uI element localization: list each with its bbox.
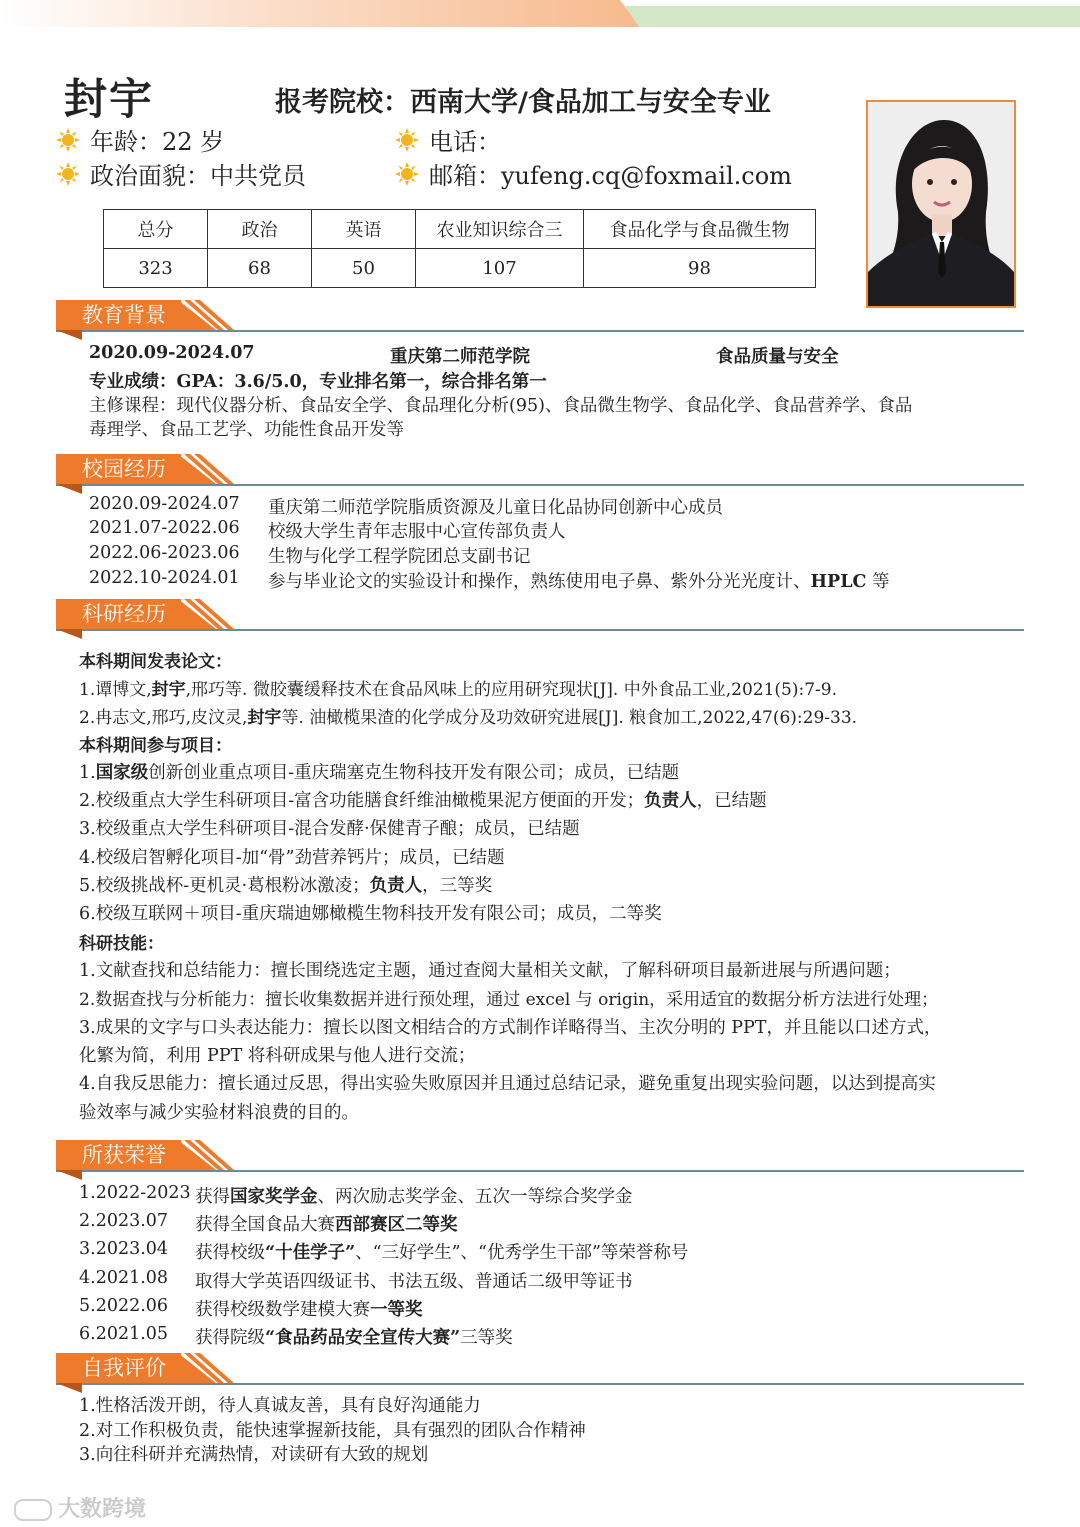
honor-text: 获得 — [195, 1187, 230, 1207]
paper-2 — [79, 703, 857, 728]
honor-item — [195, 1183, 633, 1208]
papers-title: 本科期间发表论文： — [79, 652, 232, 672]
honor-date: 6.2021.05 — [79, 1324, 169, 1344]
age-text: 年龄：22 岁 — [90, 128, 225, 156]
score-value: 107 — [416, 249, 584, 288]
campus-date: 2022.10-2024.01 — [89, 568, 240, 588]
score-header: 农业知识综合三 — [416, 210, 584, 249]
phone-text: 电话： — [429, 128, 501, 156]
section-rule — [56, 629, 1024, 631]
skill-1: 1.文献查找和总结能力：擅长围绕选定主题，通过查阅大量相关文献，了解科研项目最新进展与所遇问题； — [79, 961, 901, 981]
paper-text: ,邢巧等. 微胶囊缓释技术在食品风味上的应用研究现状[J]. 中外食品工业,2021(5):7-9. — [185, 680, 837, 700]
projects-title: 本科期间参与项目： — [79, 736, 232, 756]
honor-text: 获得校级数学建模大赛 — [195, 1300, 370, 1320]
honor-bold: “十佳学子” — [265, 1243, 356, 1263]
score-table — [103, 209, 816, 288]
self-eval-item: 1.性格活泼开朗，待人真诚友善，具有良好沟通能力 — [79, 1396, 481, 1416]
email-row — [395, 156, 792, 191]
project-6: 6.校级互联网＋项目-重庆瑞迪娜橄榄生物科技开发有限公司；成员，二等奖 — [79, 904, 662, 924]
section-header-research — [56, 599, 1024, 631]
portrait-illustration — [868, 102, 1014, 306]
project-bold: 负责人 — [369, 876, 423, 896]
section-header-honors — [56, 1140, 1024, 1172]
skill-4-line1: 4.自我反思能力：擅长通过反思，得出实验失败原因并且通过总结记录，避免重复出现实验问题，以达到提高实 — [79, 1074, 936, 1094]
paper-1 — [79, 675, 837, 700]
section-header-education — [56, 300, 1024, 332]
section-title: 所获荣誉 — [56, 1140, 181, 1170]
profile-photo — [866, 100, 1016, 308]
score-header: 英语 — [312, 210, 416, 249]
honor-item — [195, 1268, 633, 1293]
campus-desc-part: 参与毕业论文的实验设计和操作，熟练使用电子鼻、紫外分光光度计、 — [268, 572, 811, 592]
skill-2: 2.数据查找与分析能力：擅长收集数据并进行预处理，通过 excel 与 origin，采用适宜的数据分析方法进行处理； — [79, 990, 939, 1010]
project-text: 1. — [79, 763, 96, 783]
paper-text: 1.谭博文, — [79, 680, 152, 700]
honor-bold: “食品药品安全宣传大赛” — [265, 1328, 461, 1348]
project-5 — [79, 872, 492, 897]
honor-text: 三等奖 — [460, 1328, 513, 1348]
campus-desc: 校级大学生青年志服中心宣传部负责人 — [268, 522, 566, 542]
paper-text: 2.冉志文,邢巧,皮汶灵, — [79, 708, 248, 728]
project-1 — [79, 759, 679, 784]
stripe-decor — [178, 1353, 234, 1383]
campus-date: 2021.07-2022.06 — [89, 518, 240, 538]
age-row — [56, 122, 224, 157]
honor-date: 4.2021.08 — [79, 1268, 169, 1288]
score-value: 68 — [208, 249, 312, 288]
score-header-row — [104, 210, 816, 249]
section-title: 自我评价 — [56, 1353, 181, 1383]
section-rule — [56, 1383, 1024, 1385]
honor-item — [195, 1296, 423, 1321]
phone-row — [395, 122, 501, 157]
self-eval-item: 3.向往科研并充满热情，对读研有大致的规划 — [79, 1445, 429, 1465]
honor-bold: 西部赛区二等奖 — [335, 1215, 458, 1235]
skills-title: 科研技能： — [79, 934, 164, 954]
campus-desc-part: 等 — [866, 572, 890, 592]
stripe-decor — [178, 599, 234, 629]
honor-bold: 国家奖学金 — [230, 1187, 318, 1207]
project-text: 2.校级重点大学生科研项目-富含功能膳食纤维油橄榄果泥方便面的开发； — [79, 791, 645, 811]
candidate-name: 封宇 — [64, 75, 154, 125]
project-text: 5.校级挑战杯-更机灵·葛根粉冰激凌； — [79, 876, 370, 896]
edu-grades: 专业成绩：GPA：3.6/5.0，专业排名第一，综合排名第一 — [89, 372, 547, 392]
project-4: 4.校级启智孵化项目-加“骨”劲营养钙片；成员，已结题 — [79, 848, 505, 868]
honor-date: 2.2023.07 — [79, 1211, 169, 1231]
honor-text: 获得院级 — [195, 1328, 265, 1348]
section-wedge — [56, 629, 82, 639]
stripe-decor — [178, 454, 234, 484]
honor-date: 3.2023.04 — [79, 1239, 169, 1259]
stripe-decor — [178, 300, 234, 330]
campus-date: 2022.06-2023.06 — [89, 543, 240, 563]
score-header: 食品化学与食品微生物 — [584, 210, 816, 249]
skill-3-line2: 化繁为简，利用 PPT 将科研成果与他人进行交流； — [79, 1046, 476, 1066]
score-header: 总分 — [104, 210, 208, 249]
score-value: 323 — [104, 249, 208, 288]
section-header-self — [56, 1353, 1024, 1385]
campus-desc-bold: HPLC — [810, 572, 867, 592]
edu-courses-line1: 主修课程：现代仪器分析、食品安全学、食品理化分析(95)、食品微生物学、食品化学、食品营养学、食品 — [89, 396, 913, 416]
section-rule — [56, 330, 1024, 332]
section-rule — [56, 1170, 1024, 1172]
sun-icon — [56, 162, 80, 186]
project-bold: 负责人 — [644, 791, 697, 811]
self-eval-item: 2.对工作积极负责，能快速掌握新技能，具有强烈的团队合作精神 — [79, 1421, 586, 1441]
honor-text: 、两次励志奖学金、五次一等综合奖学金 — [317, 1187, 633, 1207]
campus-desc — [268, 568, 890, 593]
stripe-decor — [178, 1140, 234, 1170]
section-wedge — [56, 330, 82, 340]
score-value: 98 — [584, 249, 816, 288]
edu-period: 2020.09-2024.07 — [89, 343, 255, 363]
section-rule — [56, 484, 1024, 486]
sun-icon — [56, 128, 80, 152]
honor-text: 、“三好学生”、“优秀学生干部”等荣誉称号 — [355, 1243, 689, 1263]
project-text: ，已结题 — [696, 791, 767, 811]
watermark-logo-icon — [14, 1499, 52, 1521]
project-text: 创新创业重点项目-重庆瑞塞克生物科技开发有限公司；成员，已结题 — [148, 763, 680, 783]
top-decor-orange — [0, 0, 640, 27]
campus-desc: 重庆第二师范学院脂质资源及儿童日化品协同创新中心成员 — [268, 498, 723, 518]
skill-3-line1: 3.成果的文字与口头表达能力：擅长以图文相结合的方式制作详略得当、主次分明的 PPT，并且能以口述方式， — [79, 1018, 942, 1038]
honor-date: 5.2022.06 — [79, 1296, 169, 1316]
section-title: 科研经历 — [56, 599, 181, 629]
email-text: 邮箱：yufeng.cq@foxmail.com — [429, 162, 792, 190]
paper-author-bold: 封宇 — [247, 708, 282, 728]
score-value: 50 — [312, 249, 416, 288]
honor-text: 取得大学英语四级证书、书法五级、普通话二级甲等证书 — [195, 1272, 633, 1292]
section-header-campus — [56, 454, 1024, 486]
paper-text: 等. 油橄榄果渣的化学成分及功效研究进展[J]. 粮食加工,2022,47(6):29-33. — [281, 708, 858, 728]
politics-text: 政治面貌：中共党员 — [90, 162, 306, 190]
honor-item — [195, 1324, 513, 1349]
honor-text: 获得全国食品大赛 — [195, 1215, 335, 1235]
top-decor-green — [625, 6, 1080, 27]
watermark-text: 大数跨境 — [58, 1497, 147, 1522]
project-bold: 国家级 — [95, 763, 149, 783]
score-header: 政治 — [208, 210, 312, 249]
edu-courses-line2: 毒理学、食品工艺学、功能性食品开发等 — [89, 420, 404, 440]
section-title: 校园经历 — [56, 454, 181, 484]
campus-date: 2020.09-2024.07 — [89, 494, 240, 514]
honor-text: 获得校级 — [195, 1243, 265, 1263]
project-3: 3.校级重点大学生科研项目-混合发酵·保健青子酿；成员，已结题 — [79, 819, 580, 839]
honor-item — [195, 1239, 688, 1264]
section-title: 教育背景 — [56, 300, 181, 330]
paper-author-bold: 封宇 — [151, 680, 186, 700]
score-value-row — [104, 249, 816, 288]
sun-icon — [395, 162, 419, 186]
campus-desc: 生物与化学工程学院团总支副书记 — [268, 547, 531, 567]
watermark — [14, 1492, 146, 1523]
project-text: ，三等奖 — [422, 876, 493, 896]
honor-bold: 一等奖 — [370, 1300, 423, 1320]
honor-date: 1.2022-2023 — [79, 1183, 191, 1203]
section-wedge — [56, 1170, 82, 1180]
section-wedge — [56, 484, 82, 494]
skill-4-line2: 验效率与减少实验材料浪费的目的。 — [79, 1103, 359, 1123]
edu-major: 食品质量与安全 — [716, 347, 839, 367]
edu-school: 重庆第二师范学院 — [390, 347, 530, 367]
project-2 — [79, 787, 767, 812]
sun-icon — [395, 128, 419, 152]
politics-row — [56, 156, 306, 191]
target-school: 报考院校：西南大学/食品加工与安全专业 — [275, 87, 771, 118]
honor-item — [195, 1211, 458, 1236]
